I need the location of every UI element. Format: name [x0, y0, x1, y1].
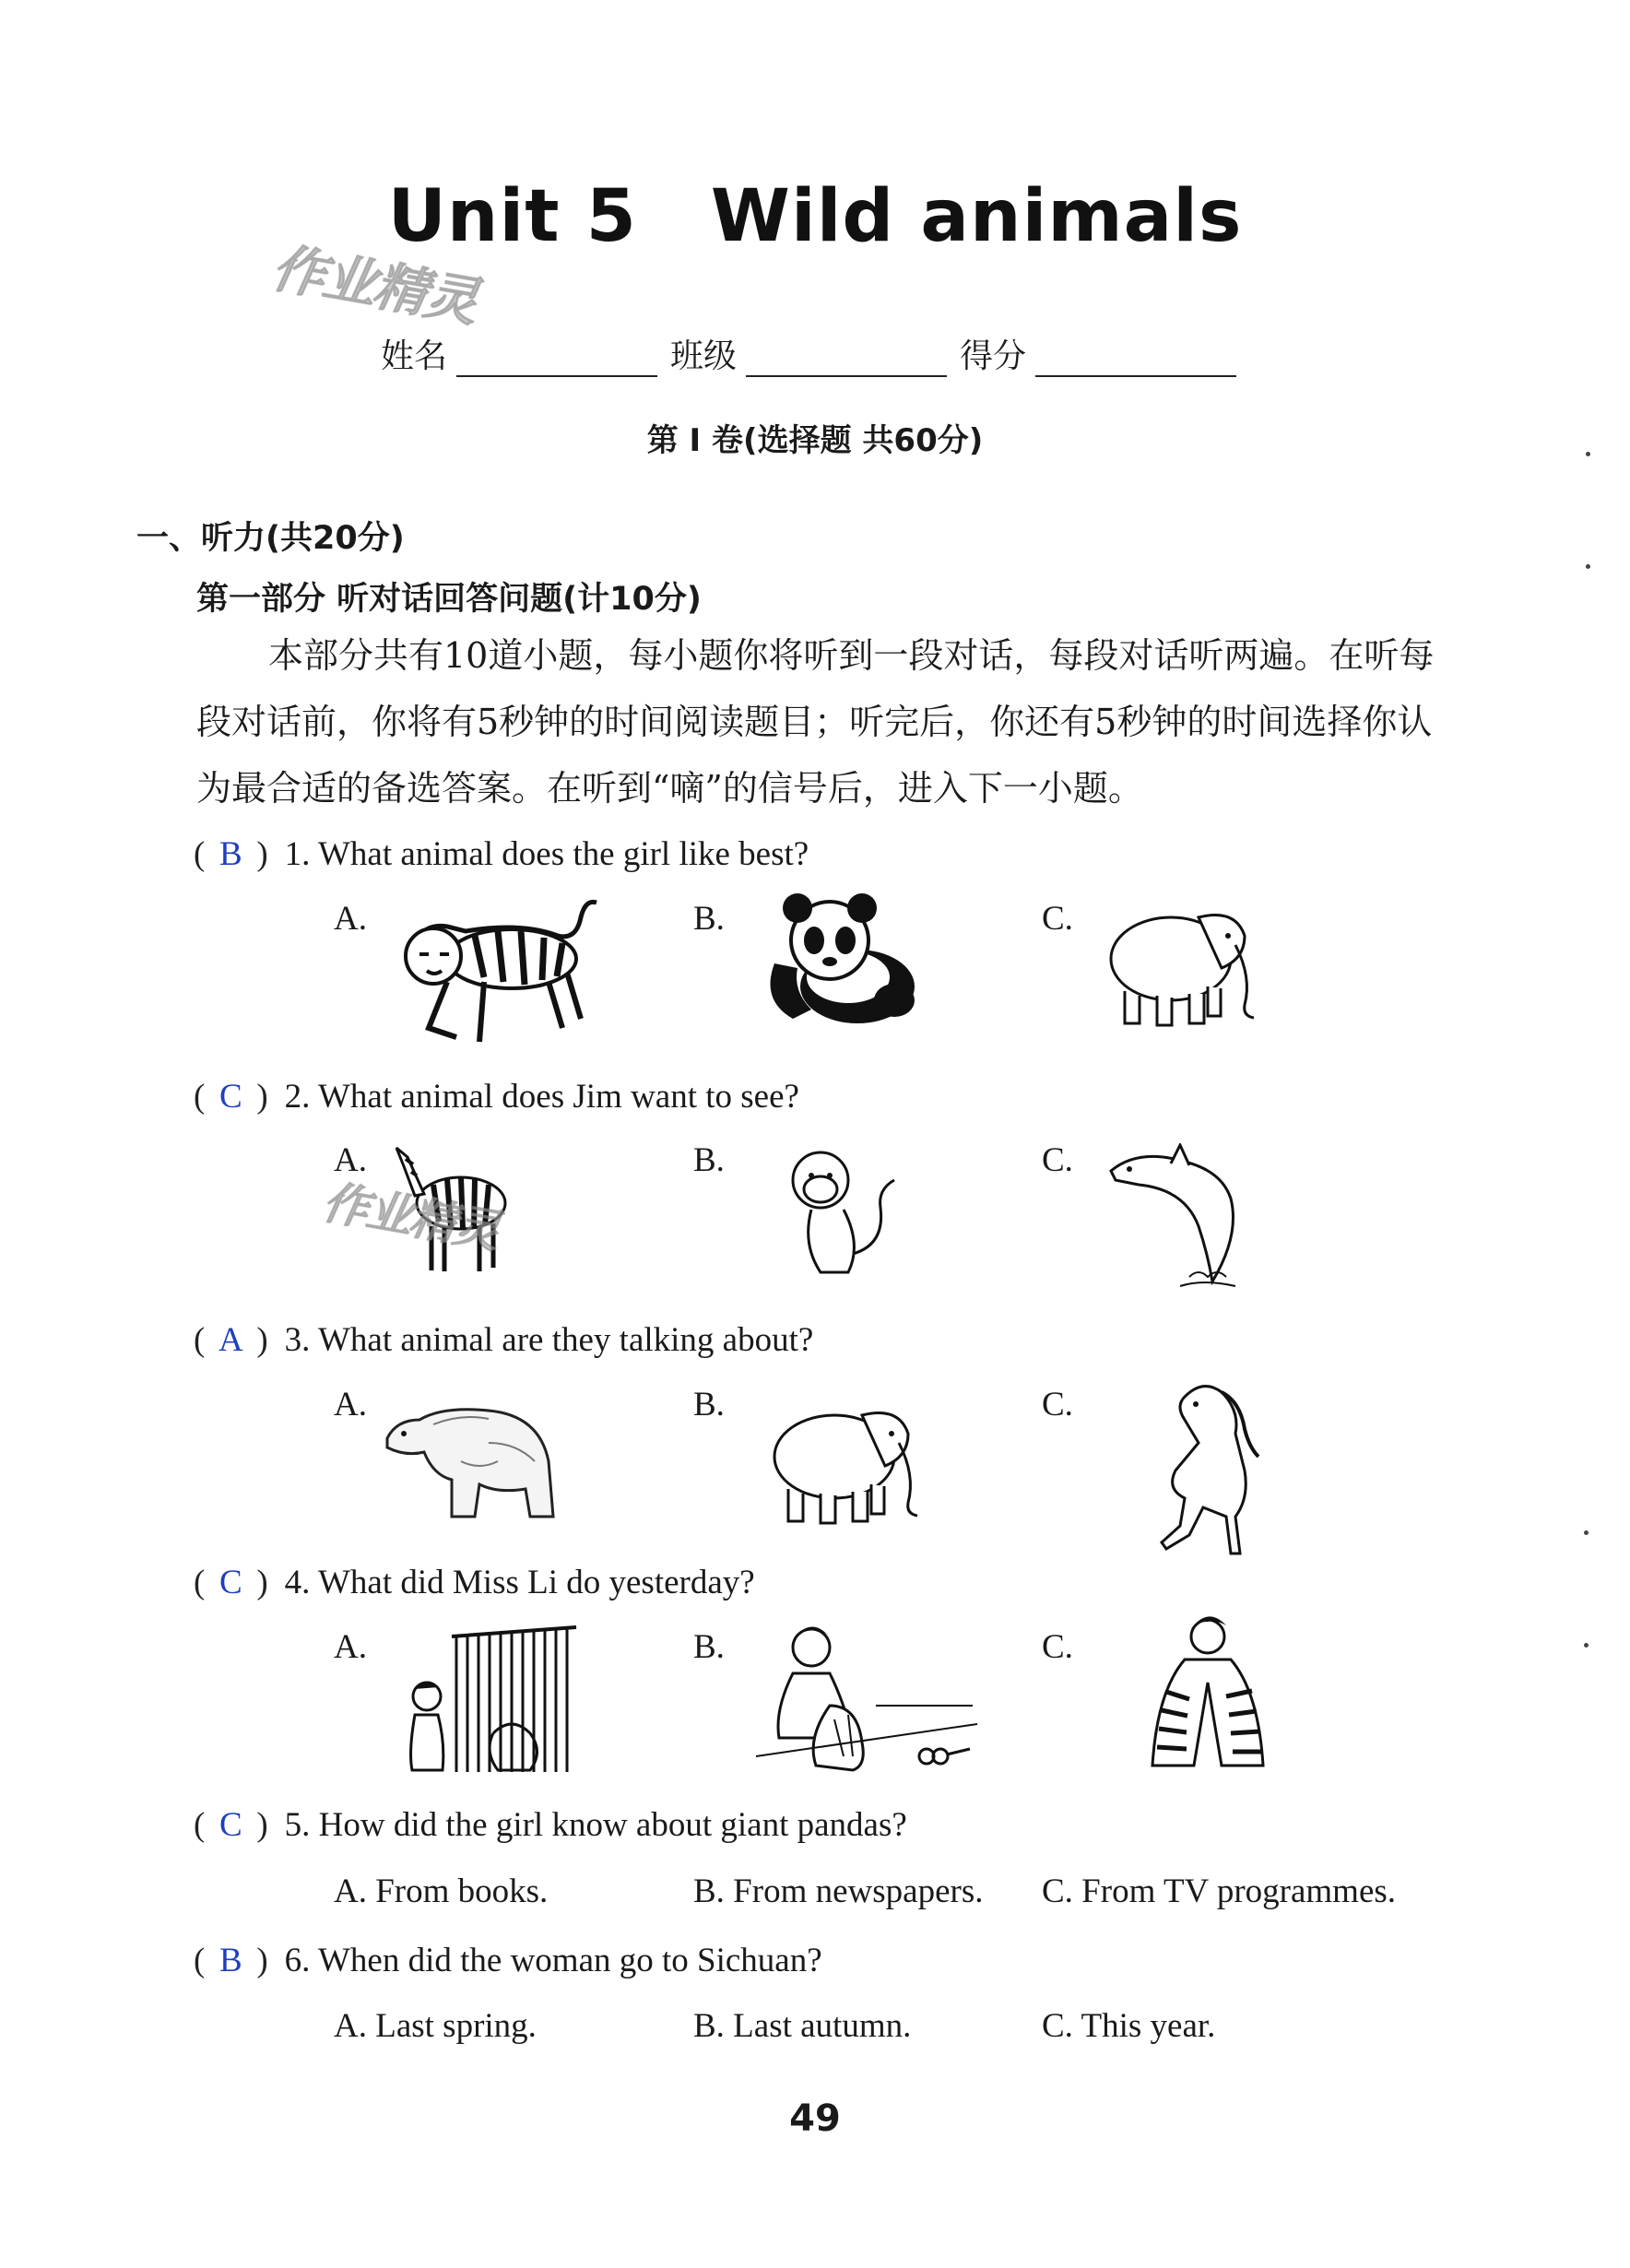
tiger-icon[interactable]: [392, 890, 604, 1051]
page-title: [0, 175, 1630, 258]
question-1: ( B ) 1. What animal does the girl like best?: [194, 835, 809, 873]
q1-option-c-label: C.: [1042, 900, 1073, 938]
question-3: ( A ) 3. What animal are they talking about?: [194, 1321, 814, 1359]
q5-option-c[interactable]: C. From TV programmes.: [1042, 1872, 1397, 1910]
answer-2: C: [219, 1078, 242, 1116]
q6-option-a[interactable]: A. Last spring.: [334, 2007, 537, 2045]
margin-dot: [1586, 452, 1590, 456]
question-5: ( C ) 5. How did the girl know about giant pandas?: [194, 1806, 907, 1844]
class-field[interactable]: [746, 348, 947, 377]
score-field[interactable]: [1035, 348, 1236, 377]
instructions-paragraph: 本部分共有10道小题，每小题你将听到一段对话，每段对话听两遍。在听每段对话前，你将有5秒钟的时间阅读题目；听完后，你还有5秒钟的时间选择你认为最合适的备选答案。在听到“嘀”的信号后，进入下一小题。: [196, 635, 1435, 809]
q5-option-a[interactable]: A. From books.: [334, 1872, 549, 1910]
q6-option-b[interactable]: B. Last autumn.: [693, 2007, 912, 2045]
panda-icon[interactable]: [756, 890, 922, 1028]
zebra-coat-icon[interactable]: [1139, 1609, 1277, 1775]
student-info-fields: [0, 330, 1630, 377]
name-label: 姓名: [380, 337, 447, 375]
answer-3: A: [218, 1321, 243, 1359]
answer-5: C: [219, 1806, 242, 1844]
answer-6: B: [219, 1942, 242, 1979]
watermark-top: 作业精灵: [266, 235, 482, 334]
q3-option-a-label: A.: [334, 1386, 367, 1423]
elephant-icon-q1[interactable]: [1097, 894, 1263, 1033]
dolphin-icon[interactable]: [1102, 1143, 1258, 1291]
part-heading: 第一部分 听对话回答问题(计10分): [196, 581, 702, 618]
score-label: 得分: [960, 337, 1027, 375]
margin-dot: [1584, 1643, 1589, 1648]
class-label: 班级: [669, 337, 737, 375]
question-2-text: 2. What animal does Jim want to see?: [284, 1078, 799, 1116]
question-4: ( C ) 4. What did Miss Li do yesterday?: [194, 1564, 755, 1601]
margin-dot: [1584, 1530, 1589, 1535]
question-5-text: 5. How did the girl know about giant pandas?: [284, 1806, 907, 1844]
margin-dot: [1586, 564, 1590, 569]
question-2: ( C ) 2. What animal does Jim want to see?: [194, 1078, 799, 1116]
watermark-middle: 作业精灵: [318, 1175, 502, 1259]
title-unit: Unit 5: [387, 175, 637, 258]
q1-option-a-label: A.: [334, 900, 367, 938]
question-6-text: 6. When did the woman go to Sichuan?: [284, 1942, 822, 1979]
q4-option-a-label: A.: [334, 1628, 367, 1666]
horse-icon[interactable]: [1148, 1378, 1268, 1563]
page-number: 49: [789, 2097, 841, 2140]
title-topic: Wild animals: [710, 175, 1243, 258]
bear-icon[interactable]: [378, 1388, 562, 1526]
q1-option-b-label: B.: [693, 900, 725, 938]
q3-option-c-label: C.: [1042, 1386, 1073, 1423]
q4-option-c-label: C.: [1042, 1628, 1073, 1666]
q6-option-c[interactable]: C. This year.: [1042, 2007, 1216, 2045]
question-1-text: 1. What animal does the girl like best?: [284, 835, 809, 873]
answer-4: C: [219, 1564, 242, 1601]
q3-option-b-label: B.: [693, 1386, 725, 1423]
volume-heading: 第 I 卷(选择题 共60分): [646, 422, 984, 459]
q5-option-b[interactable]: B. From newspapers.: [693, 1872, 984, 1910]
sewing-woman-icon[interactable]: [751, 1618, 982, 1775]
question-4-text: 4. What did Miss Li do yesterday?: [284, 1564, 755, 1601]
question-3-text: 3. What animal are they talking about?: [284, 1321, 814, 1359]
q2-option-b-label: B.: [693, 1141, 725, 1179]
name-field[interactable]: [456, 348, 657, 377]
section-heading: 一、听力(共20分): [136, 520, 405, 557]
zoo-cage-icon[interactable]: [401, 1623, 585, 1775]
q2-option-a-label: A.: [334, 1141, 367, 1179]
q4-option-b-label: B.: [693, 1628, 725, 1666]
elephant-icon-q3[interactable]: [761, 1392, 927, 1530]
q2-option-c-label: C.: [1042, 1141, 1073, 1179]
answer-1: B: [219, 835, 242, 873]
question-6: ( B ) 6. When did the woman go to Sichuan?: [194, 1942, 822, 1979]
monkey-icon[interactable]: [774, 1143, 904, 1282]
